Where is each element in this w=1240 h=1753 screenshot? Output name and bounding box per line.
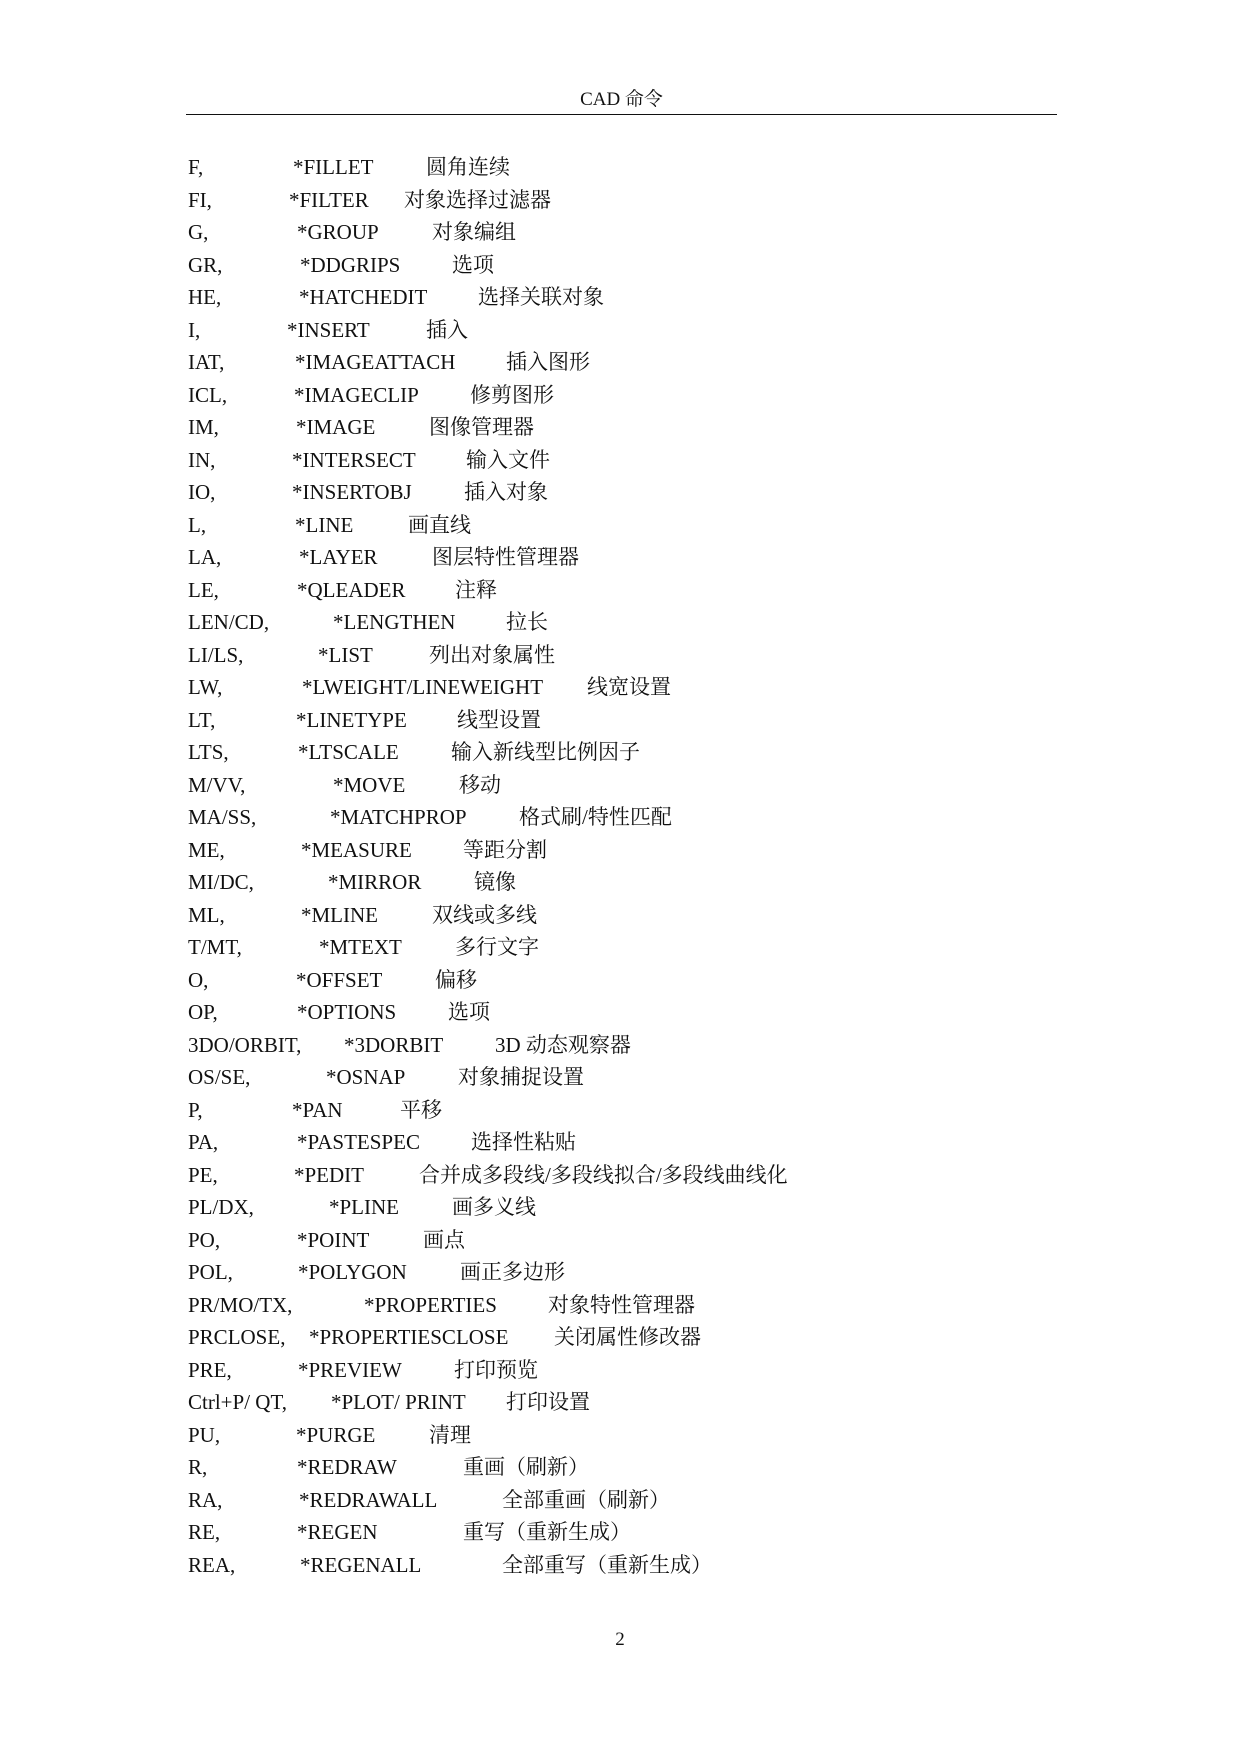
command-description: 插入	[426, 317, 468, 342]
page-number: 2	[615, 1629, 625, 1650]
command-name: *PEDIT	[294, 1162, 364, 1187]
command-row	[188, 899, 1088, 932]
command-row	[188, 1094, 1088, 1127]
command-alias: O,	[188, 967, 209, 992]
command-name: *MEASURE	[301, 837, 412, 862]
command-description: 对象选择过滤器	[404, 187, 551, 212]
command-row	[188, 1386, 1088, 1419]
command-alias: LI/LS,	[188, 642, 244, 667]
command-name: *INSERT	[287, 317, 370, 342]
command-description: 重画（刷新）	[463, 1455, 589, 1479]
command-description: 对象捕捉设置	[458, 1065, 584, 1089]
command-alias: REA,	[188, 1552, 236, 1577]
command-alias: T/MT,	[188, 935, 242, 959]
command-description: 双线或多线	[432, 902, 537, 927]
command-alias: L,	[188, 512, 207, 537]
command-alias: HE,	[188, 285, 222, 309]
command-alias: IN,	[188, 447, 216, 472]
command-alias: OP,	[188, 1000, 218, 1024]
command-row	[188, 574, 1088, 607]
command-row	[188, 509, 1088, 542]
command-alias: R,	[188, 1455, 208, 1479]
command-name: *DDGRIPS	[300, 252, 401, 277]
command-description: 拉长	[506, 610, 548, 634]
command-name: *PAN	[292, 1097, 343, 1122]
command-name: *GROUP	[297, 220, 379, 244]
command-row	[188, 476, 1088, 509]
command-name: *LIST	[318, 642, 373, 667]
command-row	[188, 769, 1088, 802]
command-alias: PRE,	[188, 1357, 232, 1382]
command-name: *MOVE	[333, 772, 406, 797]
command-name: *IMAGECLIP	[294, 382, 419, 407]
command-alias: RE,	[188, 1520, 221, 1544]
command-alias: PR/MO/TX,	[188, 1292, 293, 1317]
command-row	[188, 314, 1088, 347]
command-row	[188, 964, 1088, 997]
command-description: 镜像	[474, 870, 516, 894]
command-description: 图层特性管理器	[432, 545, 579, 569]
command-alias: RA,	[188, 1487, 223, 1512]
command-alias: LA,	[188, 545, 222, 569]
command-description: 选项	[452, 252, 494, 277]
command-row	[188, 184, 1088, 217]
command-alias: LTS,	[188, 740, 229, 764]
header-rule	[186, 114, 1057, 115]
command-name: *INSERTOBJ	[292, 480, 412, 504]
command-description: 多行文字	[455, 935, 539, 959]
command-description: 偏移	[435, 967, 477, 992]
command-name: *REGEN	[297, 1520, 378, 1544]
command-row	[188, 281, 1088, 314]
command-alias: PU,	[188, 1422, 221, 1447]
command-alias: ME,	[188, 837, 225, 862]
command-row	[188, 671, 1088, 704]
command-name: *LWEIGHT/LINEWEIGHT	[302, 675, 544, 699]
command-alias: PA,	[188, 1130, 219, 1154]
command-list	[188, 151, 1088, 1581]
command-description: 打印设置	[506, 1390, 590, 1414]
command-row	[188, 736, 1088, 769]
command-row	[188, 996, 1088, 1029]
command-name: *LINETYPE	[296, 707, 407, 732]
command-row	[188, 801, 1088, 834]
command-alias: LEN/CD,	[188, 610, 270, 634]
command-name: *PROPERTIESCLOSE	[309, 1325, 509, 1349]
command-description: 图像管理器	[429, 415, 534, 439]
command-row	[188, 444, 1088, 477]
command-description: 对象编组	[432, 220, 516, 244]
command-name: *MLINE	[301, 902, 378, 927]
command-description: 列出对象属性	[429, 642, 555, 667]
command-row	[188, 249, 1088, 282]
command-description: 3D 动态观察器	[495, 1032, 631, 1057]
command-description: 线宽设置	[587, 675, 671, 699]
command-description: 清理	[429, 1422, 471, 1447]
command-name: *REDRAW	[297, 1455, 397, 1479]
command-name: *PROPERTIES	[364, 1292, 497, 1317]
command-description: 对象特性管理器	[548, 1292, 695, 1317]
command-name: *PREVIEW	[298, 1357, 402, 1382]
command-name: *LINE	[295, 512, 354, 537]
command-alias: IO,	[188, 480, 216, 504]
command-alias: OS/SE,	[188, 1065, 251, 1089]
command-description: 线型设置	[457, 707, 541, 732]
command-name: *INTERSECT	[292, 447, 416, 472]
command-description: 全部重写（重新生成）	[502, 1552, 712, 1577]
command-alias: LW,	[188, 675, 223, 699]
command-alias: 3DO/ORBIT,	[188, 1032, 302, 1057]
command-description: 画点	[423, 1227, 465, 1252]
command-row	[188, 541, 1088, 574]
command-row	[188, 1484, 1088, 1517]
command-description: 插入对象	[464, 480, 548, 504]
command-name: *MTEXT	[319, 935, 402, 959]
command-alias: FI,	[188, 187, 212, 212]
page-header-title: CAD 命令	[580, 89, 663, 110]
command-name: *OFFSET	[296, 967, 383, 992]
command-row	[188, 379, 1088, 412]
command-alias: G,	[188, 220, 209, 244]
command-row	[188, 1256, 1088, 1289]
command-row	[188, 1159, 1088, 1192]
command-row	[188, 931, 1088, 964]
command-row	[188, 606, 1088, 639]
command-description: 关闭属性修改器	[554, 1325, 701, 1349]
command-description: 合并成多段线/多段线拟合/多段线曲线化	[419, 1162, 788, 1187]
command-row	[188, 1419, 1088, 1452]
command-row	[188, 1029, 1088, 1062]
command-alias: ICL,	[188, 382, 228, 407]
command-name: *LAYER	[299, 545, 378, 569]
command-description: 打印预览	[454, 1357, 538, 1382]
command-name: *MATCHPROP	[330, 805, 467, 829]
command-alias: PE,	[188, 1162, 218, 1187]
command-alias: GR,	[188, 252, 223, 277]
command-description: 选择关联对象	[478, 285, 604, 309]
command-row	[188, 1061, 1088, 1094]
command-name: *PLINE	[329, 1195, 399, 1219]
command-alias: POL,	[188, 1260, 233, 1284]
command-name: *REDRAWALL	[299, 1487, 438, 1512]
command-description: 输入新线型比例因子	[451, 740, 640, 764]
command-row	[188, 1289, 1088, 1322]
command-row	[188, 1191, 1088, 1224]
command-name: *IMAGE	[296, 415, 376, 439]
command-alias: M/VV,	[188, 772, 246, 797]
command-alias: I,	[188, 317, 201, 342]
command-name: *FILLET	[293, 155, 374, 179]
command-row	[188, 1451, 1088, 1484]
command-name: *PLOT/ PRINT	[331, 1390, 466, 1414]
command-name: *REGENALL	[300, 1552, 422, 1577]
command-row	[188, 1516, 1088, 1549]
command-description: 画直线	[408, 512, 471, 537]
command-alias: MI/DC,	[188, 870, 254, 894]
command-alias: PRCLOSE,	[188, 1325, 286, 1349]
command-alias: ML,	[188, 902, 225, 927]
command-name: *HATCHEDIT	[299, 285, 428, 309]
command-row	[188, 151, 1088, 184]
command-alias: P,	[188, 1097, 203, 1122]
command-name: *QLEADER	[297, 577, 406, 602]
command-description: 移动	[459, 772, 501, 797]
command-alias: PL/DX,	[188, 1195, 254, 1219]
command-alias: MA/SS,	[188, 805, 257, 829]
command-row	[188, 346, 1088, 379]
command-row	[188, 1224, 1088, 1257]
command-description: 注释	[455, 577, 497, 602]
command-alias: LT,	[188, 707, 216, 732]
command-name: *MIRROR	[328, 870, 422, 894]
command-row	[188, 216, 1088, 249]
command-description: 圆角连续	[426, 155, 510, 179]
command-row	[188, 1321, 1088, 1354]
command-description: 插入图形	[506, 350, 590, 374]
command-name: *LENGTHEN	[333, 610, 456, 634]
command-description: 选项	[448, 1000, 490, 1024]
command-name: *OPTIONS	[297, 1000, 397, 1024]
command-alias: Ctrl+P/ QT,	[188, 1390, 287, 1414]
command-row	[188, 1354, 1088, 1387]
command-description: 格式刷/特性匹配	[519, 805, 672, 829]
command-row	[188, 866, 1088, 899]
command-row	[188, 1549, 1088, 1582]
command-description: 等距分割	[463, 837, 547, 862]
command-alias: F,	[188, 155, 204, 179]
command-description: 画多义线	[452, 1195, 536, 1219]
command-name: *IMAGEATTACH	[295, 350, 456, 374]
command-name: *FILTER	[289, 187, 369, 212]
command-row	[188, 1126, 1088, 1159]
command-name: *LTSCALE	[298, 740, 399, 764]
command-alias: LE,	[188, 577, 219, 602]
command-name: *POINT	[297, 1227, 370, 1252]
command-name: *PURGE	[296, 1422, 376, 1447]
command-description: 平移	[400, 1097, 442, 1122]
command-row	[188, 411, 1088, 444]
command-row	[188, 639, 1088, 672]
command-description: 修剪图形	[470, 382, 554, 407]
command-alias: IM,	[188, 415, 219, 439]
command-row	[188, 704, 1088, 737]
command-name: *OSNAP	[326, 1065, 406, 1089]
command-description: 重写（重新生成）	[463, 1520, 631, 1544]
command-alias: PO,	[188, 1227, 221, 1252]
command-description: 输入文件	[466, 447, 550, 472]
command-name: *3DORBIT	[344, 1032, 444, 1057]
command-alias: IAT,	[188, 350, 225, 374]
command-description: 全部重画（刷新）	[502, 1487, 670, 1512]
command-name: *PASTESPEC	[297, 1130, 420, 1154]
command-description: 选择性粘贴	[471, 1130, 576, 1154]
command-name: *POLYGON	[298, 1260, 407, 1284]
command-description: 画正多边形	[460, 1260, 565, 1284]
command-row	[188, 834, 1088, 867]
